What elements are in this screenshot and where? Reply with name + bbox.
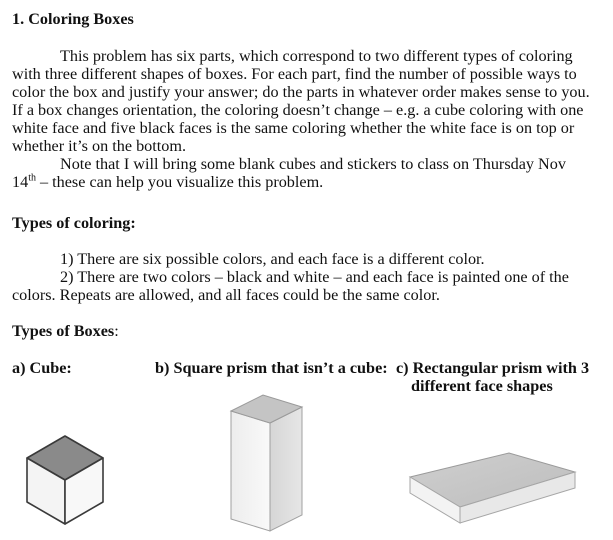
intro-line: with three different shapes of boxes. For each part, find the number of possible ways to <box>12 65 577 83</box>
intro-line: whether it’s on the bottom. <box>12 137 186 155</box>
types-of-boxes-text: Types of Boxes <box>12 322 115 340</box>
coloring-item-2-continued: colors. Repeats are allowed, and all faces could be the same color. <box>12 286 440 304</box>
prism-front-face <box>231 411 270 531</box>
square-prism-figure <box>222 393 312 533</box>
coloring-item-1: 1) There are six possible colors, and each face is a different color. <box>60 250 485 268</box>
cube-figure <box>20 430 110 530</box>
intro-line: If a box changes orientation, the coloring doesn’t change – e.g. a cube coloring with one <box>12 101 584 119</box>
types-of-boxes-heading <box>12 322 119 340</box>
note-line <box>12 173 597 191</box>
coloring-list <box>12 250 597 304</box>
note-text: – these can help you visualize this problem. <box>35 173 324 191</box>
box-c-label-line2: different face shapes <box>411 377 553 395</box>
types-of-boxes-colon: : <box>114 322 119 340</box>
note-date-suffix: th <box>28 172 36 184</box>
prism-side-face <box>270 407 302 531</box>
box-c-label-line1: c) Rectangular prism with 3 <box>396 359 590 377</box>
box-c-label <box>396 359 589 395</box>
rectangular-prism-figure <box>405 450 580 530</box>
note-date: 14 <box>12 173 29 191</box>
intro-paragraph <box>12 47 597 191</box>
types-of-coloring-heading: Types of coloring: <box>12 214 136 232</box>
coloring-item-2: 2) There are two colors – black and white – and each face is painted one of the <box>60 268 569 286</box>
intro-line: color the box and justify your answer; do the parts in whatever order makes sense to you. <box>12 83 590 101</box>
box-b-label: b) Square prism that isn’t a cube: <box>155 359 388 377</box>
intro-line: This problem has six parts, which correspond to two different types of coloring <box>60 47 573 65</box>
intro-line: white face and five black faces is the same coloring whether the white face is on top or <box>12 119 575 137</box>
note-line: Note that I will bring some blank cubes and stickers to class on Thursday Nov <box>60 155 566 173</box>
problem-title: 1. Coloring Boxes <box>12 10 134 28</box>
box-a-label: a) Cube: <box>12 359 72 377</box>
